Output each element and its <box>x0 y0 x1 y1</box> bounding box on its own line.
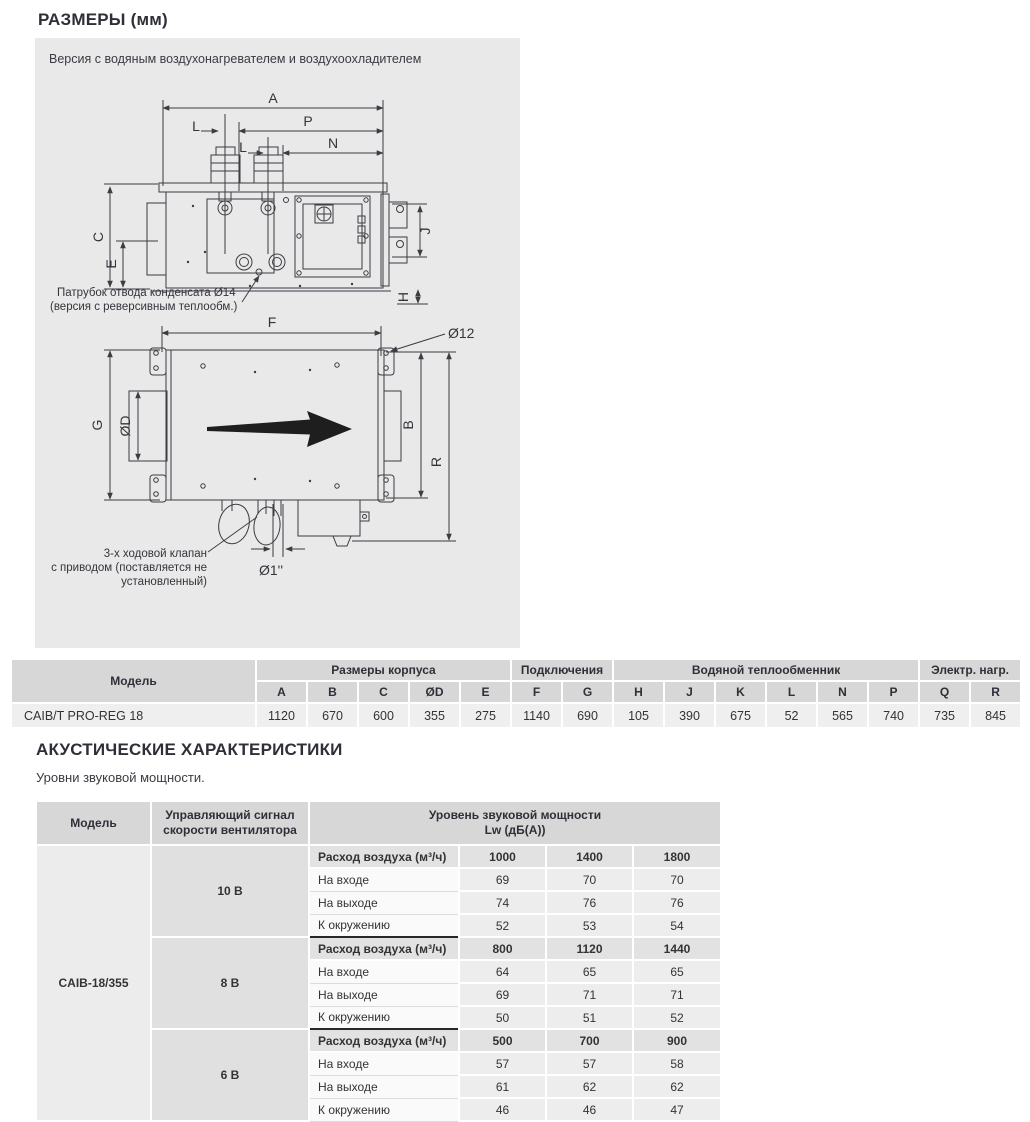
airflow-value: 1120 <box>546 937 633 960</box>
valve-note-1: 3-х ходовой клапан <box>103 548 207 560</box>
dim-value: 1120 <box>256 703 307 728</box>
sound-value: 64 <box>459 960 546 983</box>
dim-value: 355 <box>409 703 460 728</box>
dim-value: 565 <box>817 703 868 728</box>
dims-data-row <box>11 703 1021 728</box>
airflow-value: 900 <box>633 1029 721 1052</box>
dim-value: 675 <box>715 703 766 728</box>
dim-value: 105 <box>613 703 664 728</box>
col-header: F <box>511 681 562 703</box>
acoustic-signal-header: Управляющий сигнал скорости вентилятора <box>151 801 309 845</box>
drawing-labels <box>50 90 475 588</box>
airflow-value: 700 <box>546 1029 633 1052</box>
dim-value: 275 <box>460 703 511 728</box>
drawing-svg <box>35 38 520 648</box>
airflow-arrow <box>207 411 352 447</box>
acoustic-header-row <box>36 801 721 845</box>
sound-value: 62 <box>546 1075 633 1098</box>
acoustic-model-cell: CAIB-18/355 <box>36 845 151 1121</box>
col-header: H <box>613 681 664 703</box>
col-header: Q <box>919 681 970 703</box>
technical-drawing <box>35 38 520 648</box>
dim-l2: L <box>239 139 247 155</box>
sound-value: 52 <box>459 914 546 937</box>
dim-od: ØD <box>117 415 133 437</box>
sound-row-label: На выходе <box>309 983 459 1006</box>
condensate-note-2: (версия с реверсивным теплообм.) <box>50 301 238 313</box>
sound-value: 52 <box>633 1006 721 1029</box>
dimensions-table-wrap <box>10 658 1022 729</box>
acoustic-subtitle: Уровни звуковой мощности. <box>36 770 205 785</box>
dim-n: N <box>327 135 339 151</box>
dim-value: 600 <box>358 703 409 728</box>
airflow-value: 800 <box>459 937 546 960</box>
sound-row-label: На входе <box>309 1052 459 1075</box>
col-header: E <box>460 681 511 703</box>
airflow-header-row <box>36 845 721 868</box>
sound-row-label: К окружению <box>309 914 459 937</box>
dim-j: J <box>417 227 433 235</box>
sound-value: 71 <box>633 983 721 1006</box>
sound-value: 65 <box>546 960 633 983</box>
condensate-note-1: Патрубок отвода конденсата Ø14 <box>57 287 236 299</box>
dim-g: G <box>89 419 105 431</box>
airflow-value: 1800 <box>633 845 721 868</box>
dim-c: C <box>90 231 106 243</box>
sound-row-label: К окружению <box>309 1006 459 1029</box>
acoustic-table <box>35 800 722 1122</box>
sound-value: 50 <box>459 1006 546 1029</box>
dim-value: 740 <box>868 703 919 728</box>
col-header: G <box>562 681 613 703</box>
sound-value: 58 <box>633 1052 721 1075</box>
sound-value: 71 <box>546 983 633 1006</box>
dim-value: 1140 <box>511 703 562 728</box>
valve-note-3: установленный) <box>121 576 207 588</box>
sound-value: 76 <box>546 891 633 914</box>
lw-header-line2: Lw (дБ(A)) <box>484 823 546 837</box>
airflow-value: 1000 <box>459 845 546 868</box>
sound-row-label: К окружению <box>309 1098 459 1121</box>
sound-value: 65 <box>633 960 721 983</box>
sound-value: 47 <box>633 1098 721 1121</box>
dim-value: 52 <box>766 703 817 728</box>
col-header: N <box>817 681 868 703</box>
dim-d12: Ø12 <box>448 325 475 341</box>
col-header: C <box>358 681 409 703</box>
airflow-label: Расход воздуха (м³/ч) <box>309 937 459 960</box>
col-header: A <box>256 681 307 703</box>
valve-note-2: с приводом (поставляется не <box>51 562 207 574</box>
dim-value: 390 <box>664 703 715 728</box>
airflow-value: 500 <box>459 1029 546 1052</box>
acoustic-model-header: Модель <box>36 801 151 845</box>
dim-e: E <box>103 259 119 269</box>
sound-value: 69 <box>459 868 546 891</box>
sound-value: 76 <box>633 891 721 914</box>
acoustic-table-wrap <box>35 800 722 1122</box>
dim-d1in: Ø1'' <box>258 562 284 578</box>
airflow-value: 1440 <box>633 937 721 960</box>
col-header: ØD <box>409 681 460 703</box>
dim-l1: L <box>192 118 200 134</box>
signal-cell: 6 В <box>151 1029 309 1121</box>
sound-value: 46 <box>546 1098 633 1121</box>
sound-value: 62 <box>633 1075 721 1098</box>
dimensions-table <box>10 658 1022 729</box>
sound-value: 69 <box>459 983 546 1006</box>
signal-cell: 10 В <box>151 845 309 937</box>
dims-group-water-exchanger: Водяной теплообменник <box>613 659 919 681</box>
col-header: B <box>307 681 358 703</box>
sound-value: 61 <box>459 1075 546 1098</box>
side-view <box>104 100 428 304</box>
sound-value: 57 <box>546 1052 633 1075</box>
sound-value: 70 <box>633 868 721 891</box>
sound-row-label: На входе <box>309 960 459 983</box>
dim-r: R <box>428 456 444 468</box>
dim-a: A <box>268 90 278 106</box>
dims-model-header: Модель <box>11 659 256 703</box>
lw-header-line1: Уровень звуковой мощности <box>428 808 602 822</box>
drawing-caption: Версия с водяным воздухонагревателем и воздухоохладителем <box>49 52 422 66</box>
dims-group-electric: Электр. нагр. <box>919 659 1021 681</box>
acoustic-title: АКУСТИЧЕСКИЕ ХАРАКТЕРИСТИКИ <box>36 740 343 759</box>
col-header: K <box>715 681 766 703</box>
airflow-label: Расход воздуха (м³/ч) <box>309 1029 459 1052</box>
sound-value: 74 <box>459 891 546 914</box>
dim-h: H <box>395 291 411 303</box>
dimensions-title: РАЗМЕРЫ (мм) <box>38 10 168 29</box>
col-header: R <box>970 681 1021 703</box>
dim-value: 735 <box>919 703 970 728</box>
dims-group-body: Размеры корпуса <box>256 659 511 681</box>
dim-p: P <box>303 113 313 129</box>
dims-group-header-row <box>11 659 1021 681</box>
col-header: J <box>664 681 715 703</box>
model-name: CAIB/T PRO-REG 18 <box>11 703 256 728</box>
dim-value: 845 <box>970 703 1021 728</box>
dim-value: 670 <box>307 703 358 728</box>
sound-value: 46 <box>459 1098 546 1121</box>
dim-value: 690 <box>562 703 613 728</box>
sound-row-label: На выходе <box>309 891 459 914</box>
sound-value: 53 <box>546 914 633 937</box>
sound-value: 70 <box>546 868 633 891</box>
dims-group-connections: Подключения <box>511 659 613 681</box>
airflow-label: Расход воздуха (м³/ч) <box>309 845 459 868</box>
acoustic-lw-header <box>309 801 721 845</box>
sound-row-label: На входе <box>309 868 459 891</box>
sound-row-label: На выходе <box>309 1075 459 1098</box>
sound-value: 54 <box>633 914 721 937</box>
sound-value: 57 <box>459 1052 546 1075</box>
airflow-value: 1400 <box>546 845 633 868</box>
plan-view <box>104 326 456 557</box>
dim-f: F <box>267 314 277 330</box>
dim-b: B <box>400 420 416 430</box>
signal-cell: 8 В <box>151 937 309 1029</box>
col-header: P <box>868 681 919 703</box>
sound-value: 51 <box>546 1006 633 1029</box>
col-header: L <box>766 681 817 703</box>
